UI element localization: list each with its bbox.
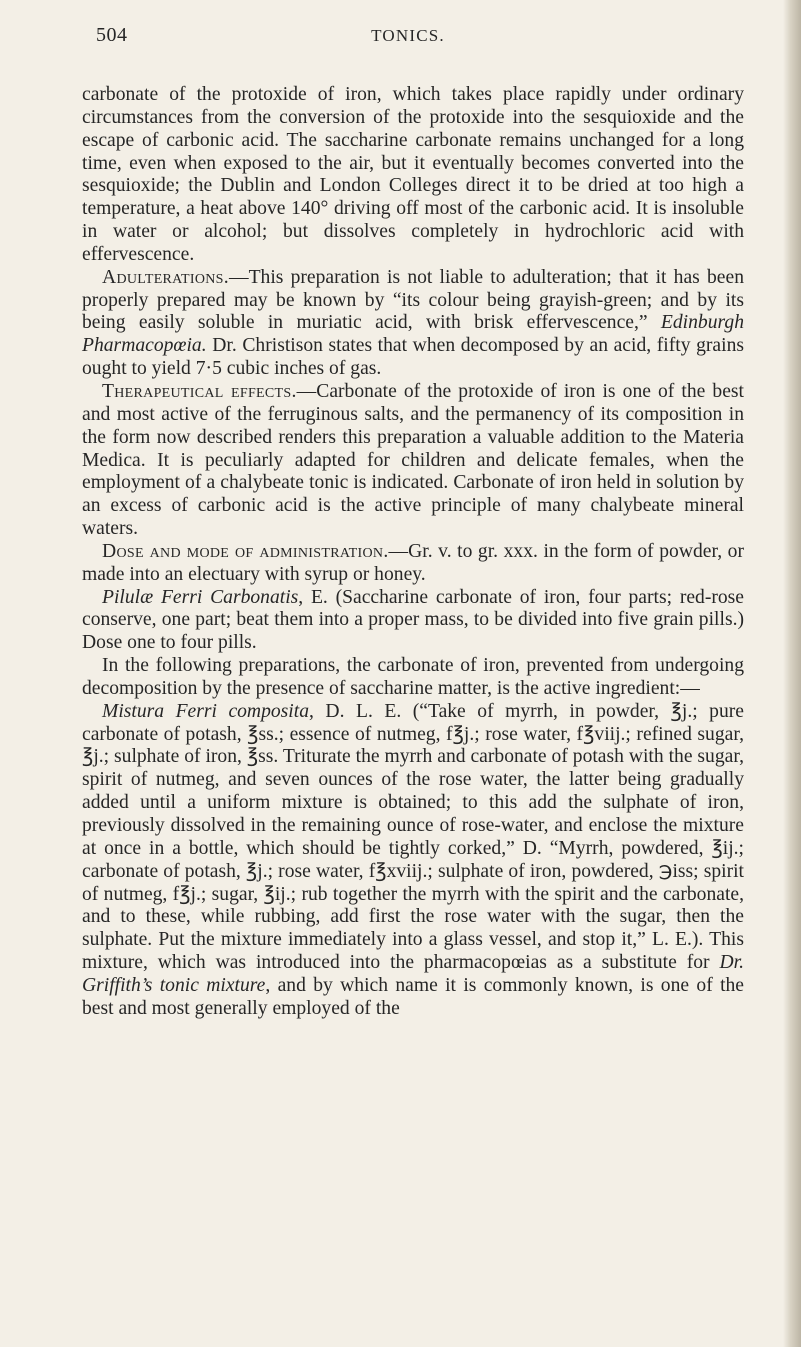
text-run: —This preparation is not liable to adulteration; that it has been properly prepared may be known by “its colour being grayish-green; and by its being easily soluble in muriatic acid, with brisk effervescence,” [82, 266, 744, 334]
section-heading: Therapeutical effects. [102, 380, 297, 402]
italic-text: Mistura Ferri composita [102, 700, 309, 722]
italic-text: Edinburgh Pharmacopœia. [82, 312, 744, 357]
text-run: , D. L. E. (“Take of myrrh, in powder, ℥j.; pure carbonate of potash, ℥ss.; essence of nutmeg, f℥j.; rose water, f℥viij.; refined sugar, ℥j.; sulphate of iron, ℥ss. Triturate the myrrh and carbonate of potash with the sugar, spirit of nutmeg, and seven ounces of the rose water, the latter being gradually added until a uniform mixture is obtained; to this add the sulphate of iron, previously dissolved in the remaining ounce of rose-water, and enclose the mixture at once in a bottle, which should be tightly corked,” D. “Myrrh, powdered, ℥ij.; carbonate of potash, ℥j.; rose water, f℥xviij.; sulphate of iron, powdered, ℈iss; spirit of nutmeg, f℥j.; sugar, ℥ij.; rub together the myrrh with the spirit and the carbonate, and to these, while rubbing, add first the rose water with the sugar, then the sulphate. Put the mixture immediately into a glass vessel, and stop it,” L. E.). This mixture, which was introduced into the pharmacopœias as a substitute for [82, 700, 744, 974]
text-run: , E. (Saccharine carbonate of iron, four parts; red-rose conserve, one part; beat them into a proper mass, to be divided into five grain pills.) Dose one to four pills. [82, 586, 745, 654]
paragraph-p1 [82, 84, 744, 267]
paragraph-p2 [82, 267, 744, 381]
section-heading: Dose and mode of administration. [102, 540, 389, 562]
text-run: Dr. Christison states that when decomposed by an acid, fifty grains ought to yield 7·5 cubic inches of gas. [82, 335, 744, 380]
italic-text: Pilulæ Ferri Carbonatis [102, 586, 299, 608]
body-text [82, 84, 744, 1021]
page-edge-shadow [783, 0, 801, 1347]
paragraph-p6 [82, 655, 744, 701]
page-number: 504 [96, 24, 128, 46]
paragraph-p5 [82, 587, 744, 656]
section-heading: Adulterations. [102, 266, 229, 288]
paragraph-p4 [82, 541, 744, 587]
page-header [96, 24, 720, 54]
paragraph-p3 [82, 381, 744, 541]
running-title: TONICS. [371, 26, 445, 45]
text-run: —Carbonate of the protoxide of iron is one of the best and most active of the ferruginous salts, and the permanency of its composition in the form now described renders this preparation a valuable addition to the Materia Medica. It is peculiarly adapted for children and delicate females, when the employment of a chalybeate tonic is indicated. Carbonate of iron held in solution by an excess of carbonic acid is the active principle of many chalybeate mineral waters. [82, 380, 744, 540]
italic-text: Dr. Griffith’s tonic mixture [82, 952, 744, 996]
text-run: —Gr. v. to gr. xxx. in the form of powder, or made into an electuary with syrup or honey. [82, 540, 744, 585]
text-run: , and by which name it is commonly known, is one of the best and most generally employed of the [82, 974, 745, 1019]
text-run: carbonate of the protoxide of iron, which takes place rapidly under ordinary circumstances from the conversion of the protoxide into the sesquioxide and the escape of carbonic acid. The saccharine carbonate remains unchanged for a long time, even when exposed to the air, but it eventually becomes converted into the sesquioxide; the Dublin and London Colleges direct it to be dried at too high a temperature, a heat above 140° driving off most of the carbonic acid. It is insoluble in water or alcohol; but dissolves completely in hydrochloric acid with effervescence. [82, 84, 744, 265]
text-run: In the following preparations, the carbonate of iron, prevented from undergoing decomposition by the presence of saccharine matter, is the active ingredient:— [82, 655, 744, 699]
paragraph-p7 [82, 701, 744, 1021]
